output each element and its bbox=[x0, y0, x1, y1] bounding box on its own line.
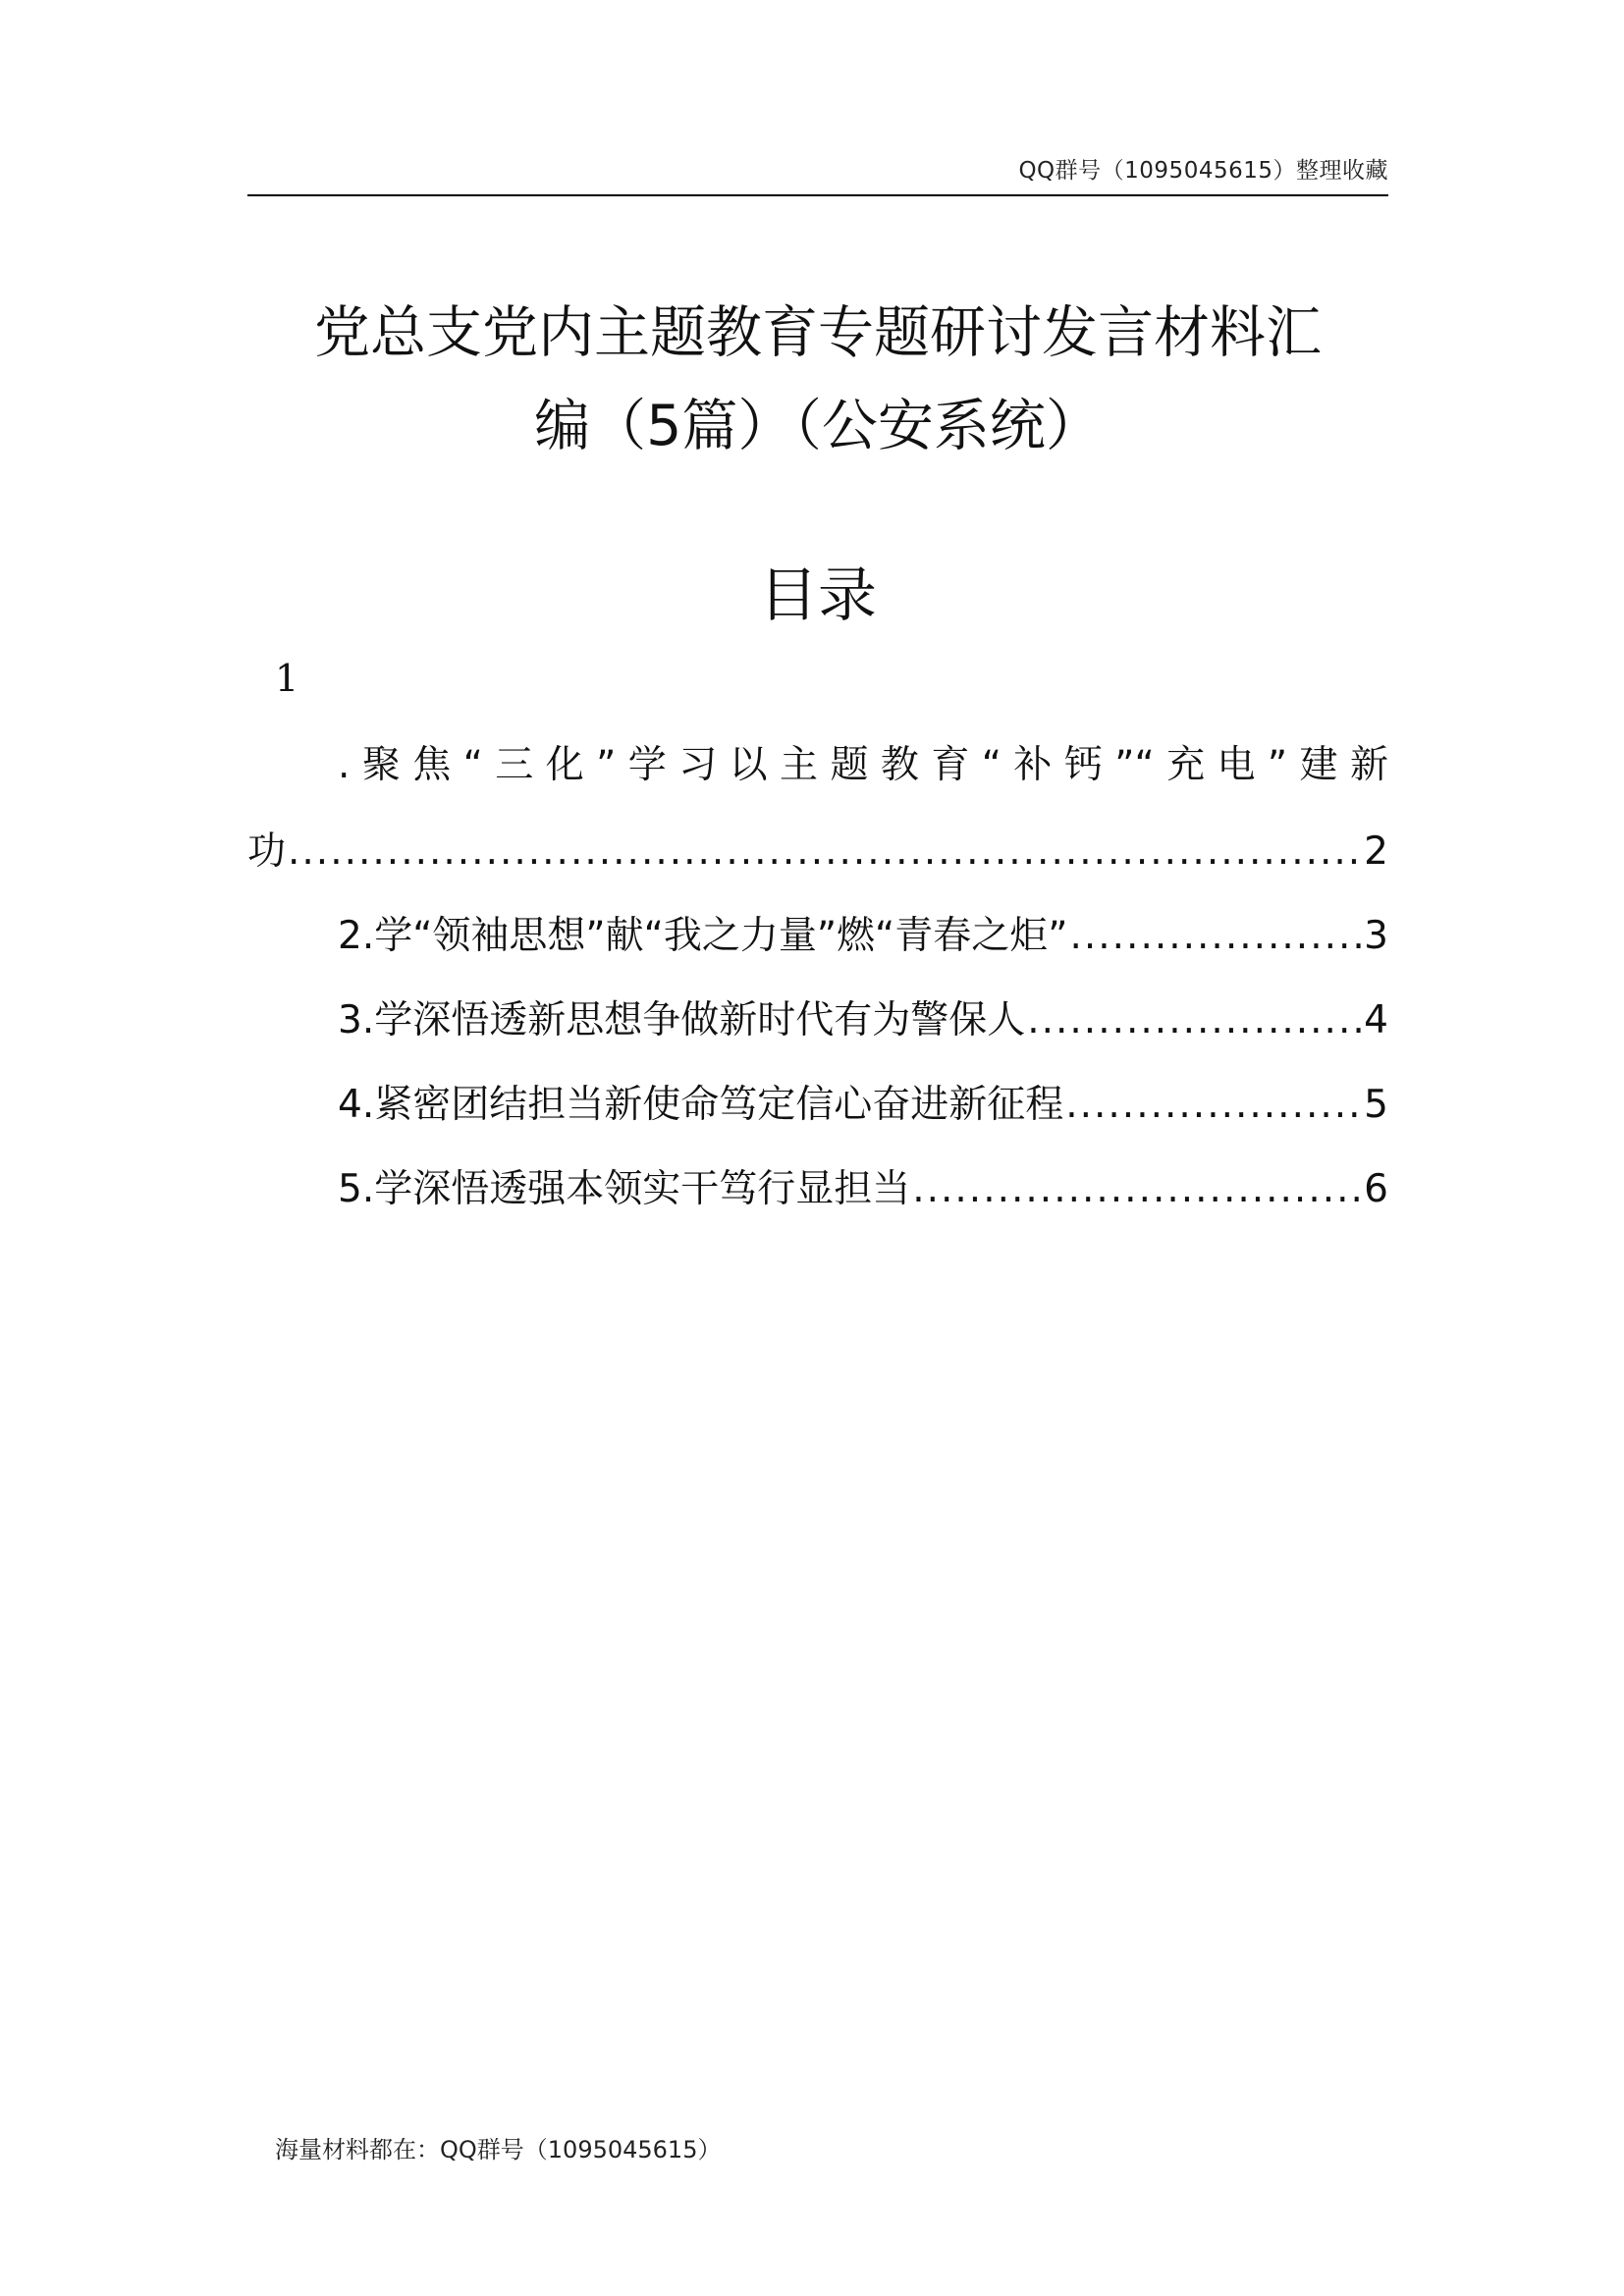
toc-dot-leader bbox=[912, 1160, 1362, 1219]
toc-entry-4-page: 5 bbox=[1364, 1083, 1388, 1127]
page-footer-text: 海量材料都在：QQ群号（1095045615） bbox=[275, 2136, 722, 2163]
document-title bbox=[247, 287, 1388, 473]
toc-entry-1-page: 2 bbox=[1364, 829, 1388, 874]
toc-entry-2[interactable] bbox=[247, 907, 1388, 966]
header-divider bbox=[247, 194, 1388, 196]
toc-entry-1-label-line-2: 功 bbox=[247, 829, 287, 874]
toc-entry-4[interactable] bbox=[247, 1076, 1388, 1135]
toc-entry-4-label: 4.紧密团结担当新使命笃定信心奋进新征程 bbox=[338, 1083, 1064, 1127]
toc-dot-leader bbox=[1069, 907, 1362, 966]
toc-entry-1-label-line-1: .聚焦“三化”学习以主题教育“补钙”“充电”建新 bbox=[338, 743, 1388, 787]
page-header-text: QQ群号（1095045615）整理收藏 bbox=[1018, 158, 1388, 184]
toc-entry-2-label: 2.学“领袖思想”献“我之力量”燃“青春之炬” bbox=[338, 914, 1068, 958]
document-title-line-2: 编（5篇）（公安系统） bbox=[534, 394, 1102, 458]
toc-entry-5-page: 6 bbox=[1364, 1167, 1388, 1211]
document-title-line-1: 党总支党内主题教育专题研讨发言材料汇 bbox=[314, 300, 1322, 365]
toc-entry-3-label: 3.学深悟透新思想争做新时代有为警保人 bbox=[338, 998, 1026, 1042]
toc-heading: 目录 bbox=[759, 561, 877, 630]
toc-dot-leader bbox=[1027, 991, 1362, 1050]
toc-dot-leader bbox=[1065, 1076, 1362, 1135]
toc-entry-1-continued[interactable] bbox=[247, 823, 1388, 881]
toc-entry-5-label: 5.学深悟透强本领实干笃行显担当 bbox=[338, 1167, 911, 1211]
toc-entry-1[interactable] bbox=[338, 736, 1388, 795]
toc-entry-3[interactable] bbox=[247, 991, 1388, 1050]
toc-dot-leader bbox=[288, 823, 1362, 881]
toc-entry-5[interactable] bbox=[247, 1160, 1388, 1219]
toc-entry-1-number: 1 bbox=[275, 657, 299, 700]
toc-entry-2-page: 3 bbox=[1364, 914, 1388, 958]
toc-entry-3-page: 4 bbox=[1364, 998, 1388, 1042]
